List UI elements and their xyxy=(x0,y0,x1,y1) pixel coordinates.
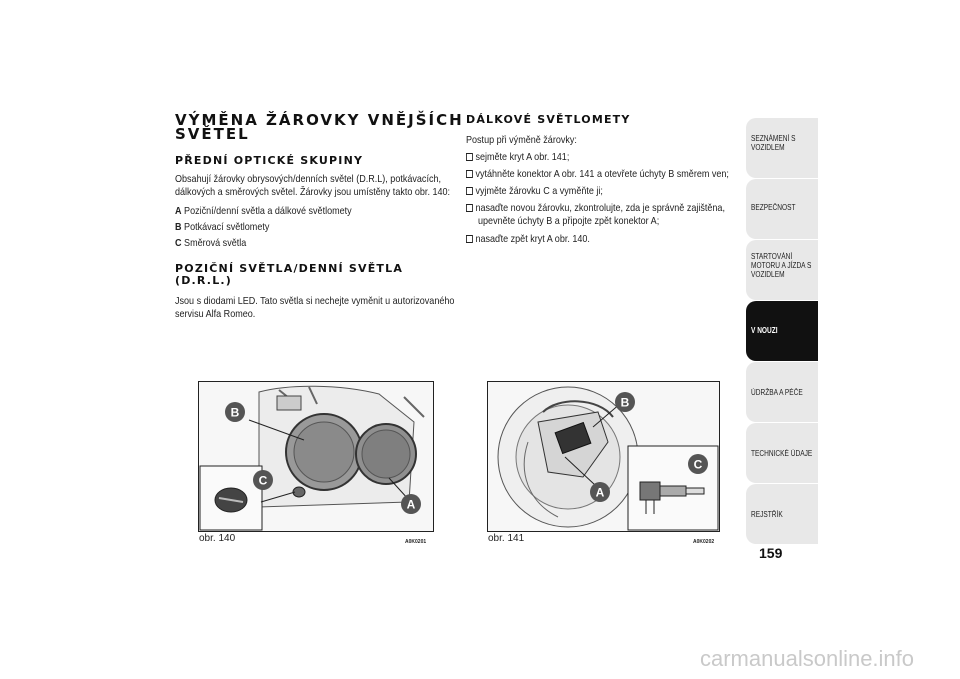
checkbox-bullet-icon xyxy=(466,204,473,212)
page-number: 159 xyxy=(759,545,783,561)
tab-udrzba-a-pece[interactable]: ÚDRŽBA A PÉČE xyxy=(746,362,818,422)
item-letter: C xyxy=(175,237,182,249)
figure-code: A0K0201 xyxy=(405,539,427,545)
label-c: C xyxy=(693,457,703,472)
tab-v-nouzi[interactable]: V NOUZI xyxy=(746,301,818,361)
tab-bezpecnost[interactable]: BEZPEČNOST xyxy=(746,179,818,239)
figure-code: A0K0202 xyxy=(693,539,715,545)
list-item xyxy=(175,205,352,218)
drl-paragraph-line1: Jsou s diodami LED. Tato světla si nechejte vyměnit u autorizovaného xyxy=(175,295,455,307)
section-heading-drl-line2: (D.R.L.) xyxy=(175,274,233,287)
section-paragraph-line1: Obsahují žárovky obrysových/denních světel (D.R.L), potkávacích, xyxy=(175,173,442,185)
label-a: A xyxy=(595,485,605,500)
procedure-step: nasaďte novou žárovku, zkontrolujte, zda je správně zajištěna, xyxy=(466,202,725,215)
item-letter: A xyxy=(175,205,182,217)
tab-technicke-udaje[interactable]: TECHNICKÉ ÚDAJE xyxy=(746,423,818,483)
label-b: B xyxy=(620,395,630,410)
watermark: carmanualsonline.info xyxy=(700,646,915,671)
item-letter: B xyxy=(175,221,182,233)
procedure-step: nasaďte zpět kryt A obr. 140. xyxy=(466,233,590,246)
section-heading-drl-line1: POZIČNÍ SVĚTLA/DENNÍ SVĚTLA xyxy=(175,262,404,275)
procedure-intro: Postup při výměně žárovky: xyxy=(466,134,577,146)
label-b: B xyxy=(230,405,240,420)
tab-startovani[interactable]: STARTOVÁNÍ MOTORU A JÍZDA S VOZIDLEM xyxy=(746,240,818,300)
list-item xyxy=(175,221,269,234)
procedure-step: sejměte kryt A obr. 141; xyxy=(466,151,569,164)
section-heading-front-lights: PŘEDNÍ OPTICKÉ SKUPINY xyxy=(175,154,364,167)
figure-141-high-beam-bulb xyxy=(487,381,720,532)
bulb-replacement-illustration xyxy=(488,382,719,531)
label-a: A xyxy=(406,497,416,512)
figure-140-headlight xyxy=(198,381,434,532)
procedure-step: vyjměte žárovku C a vyměňte ji; xyxy=(466,185,603,198)
item-text: Poziční/denní světla a dálkové světlomety xyxy=(184,205,352,217)
checkbox-bullet-icon xyxy=(466,187,473,195)
checkbox-bullet-icon xyxy=(466,153,473,161)
label-c: C xyxy=(258,473,268,488)
list-item xyxy=(175,237,246,250)
headlight-illustration xyxy=(199,382,433,531)
drl-paragraph-line2: servisu Alfa Romeo. xyxy=(175,308,256,320)
item-text: Potkávací světlomety xyxy=(184,221,270,233)
procedure-step-continuation: upevněte úchyty B a připojte zpět konektor A; xyxy=(478,215,660,227)
procedure-step: vytáhněte konektor A obr. 141 a otevřete úchyty B směrem ven; xyxy=(466,168,729,181)
page-title-line2: SVĚTEL xyxy=(175,125,250,143)
checkbox-bullet-icon xyxy=(466,170,473,178)
checkbox-bullet-icon xyxy=(466,235,473,243)
figure-caption: obr. 140 xyxy=(199,533,236,544)
page-title-line1: VÝMĚNA ŽÁROVKY VNĚJŠÍCH xyxy=(175,111,464,129)
section-paragraph-line2: dálkových a směrových světel. Žárovky jsou umístěny takto obr. 140: xyxy=(175,186,451,198)
tab-rejstrik[interactable]: REJSTŘÍK xyxy=(746,484,818,544)
section-heading-high-beams: DÁLKOVÉ SVĚTLOMETY xyxy=(466,113,631,126)
figure-caption: obr. 141 xyxy=(488,533,525,544)
item-text: Směrová světla xyxy=(184,237,247,249)
tab-seznameni-s-vozidlem[interactable]: SEZNÁMENÍ S VOZIDLEM xyxy=(746,118,818,178)
